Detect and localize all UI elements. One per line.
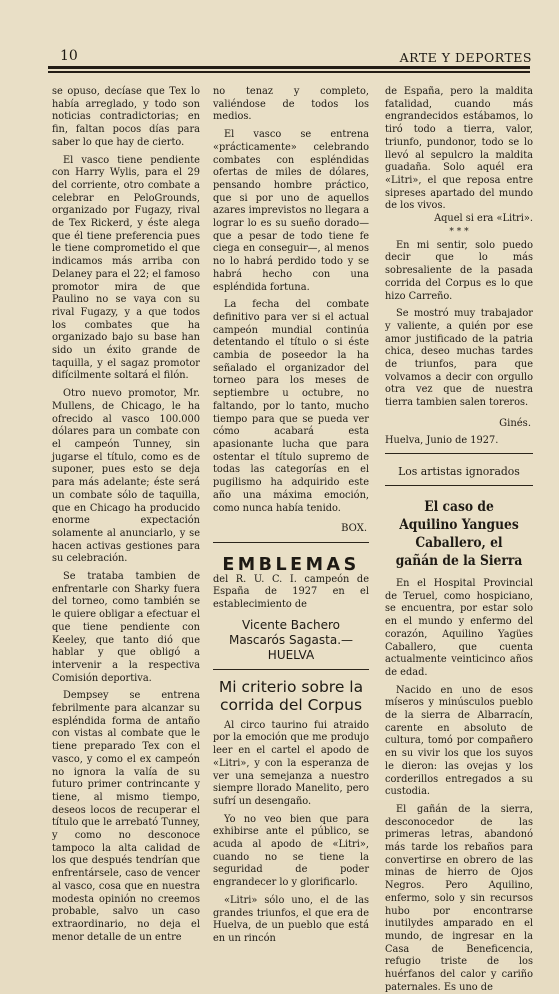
column-3 — [385, 86, 533, 993]
paragraph: En mi sentir, solo puedo decir que lo más sobresaliente de la pasada corrida del Corpus es lo que hizo Carreño. — [385, 239, 533, 302]
paragraph: Se mostró muy trabajador y valiente, a quién por ese amor justificado de la patria chica, deseo muchas tardes de triunfos, para que volvamos a decir con orgullo otra vez que de nuestra tierra tambien salen toreros. — [385, 308, 533, 409]
dateline: Huelva, Junio de 1927. — [385, 434, 499, 446]
divider — [213, 542, 369, 543]
header-rule — [48, 66, 530, 69]
publication-title: ARTE Y DEPORTES — [399, 50, 532, 65]
divider — [385, 453, 533, 454]
column-1 — [52, 86, 200, 943]
paragraph: se opuso, decíase que Tex lo había arreglado, y todo son noticias contradictorias; en fin, faltan pocos días para saber lo que hay de cierto. — [52, 86, 200, 148]
header-rule-thin — [48, 71, 530, 73]
paragraph: El vasco tiene pendiente con Harry Wylis, para el 29 del corriente, otro combate a celebrar en PeloGrounds, organizado por Fugazy, rival de Tex Rickerd, y éste alega que él tiene preferencia pues le tiene comprometido el que indicamos más arriba con Delaney para el 22; el famoso promotor mira de que Paulino no se vaya con su rival Fugazy, y a que todos los combates que ha organizado bajo su base han sido un éxito grande de taquilla, y el sagaz promotor difícilmente soltará el filón. — [52, 154, 200, 382]
ad-title: EMBLEMAS — [222, 554, 360, 575]
paragraph: «Litri» sólo uno, el de las grandes triunfos, el que era de Huelva, de un pueblo que está en un rincón — [213, 894, 369, 944]
paragraph: de España, pero la maldita fatalidad, cuando más engrandecidos estábamos, lo tiró todo a tierra, valor, triunfo, pundonor, todo se lo llevó al sepulcro la maldita guadaña. Solo aquél era «Litri», el que reposa entre sipreses apartado del mundo de los vivos. — [385, 86, 533, 212]
paragraph: El vasco se entrena «prácticamente» celebrando combates con espléndidas ofertas de miles de dólares, pensando hombre práctico, que si por uno de aquellos azares imprevistos no llegara a lograr lo es su sueño dorado—que a pesar de todo tiene fe ciega en conseguir—, al menos no lo habrá perdido todo y se habrá hecho con una espléndida fortuna. — [213, 129, 369, 293]
column-2 — [213, 86, 369, 944]
paragraph: Otro nuevo promotor, Mr. Mullens, de Chicago, le ha ofrecido al vasco 100.000 dólares para un combate con el campeón Tunney, sin jugarse el título, como es de suponer, pues esto se deja para más adelante; éste será un combate sólo de taquilla, que en Chicago ha producido enorme expectación solamente al anunciarlo, y se hacen activas gestiones para su celebración. — [52, 388, 200, 565]
paragraph: En el Hospital Provincial de Teruel, como hospiciano, se encuentra, por estar solo en el mundo y enfermo del corazón, Aquilino Yagües Caballero, que cuenta actualmente veinticinco años de edad. — [385, 577, 533, 678]
ad-maker: Vicente Bachero Mascarós Sagasta.—HUELVA — [228, 617, 354, 662]
article-headline: El caso de Aquilino Yangues Caballero, el gañán de la Sierra — [395, 498, 523, 569]
paragraph: Nacido en uno de esos míseros y minúsculos pueblo de la sierra de Albarracín, carente en absoluto de cultura, tomó por compañero en su vivir los que los suyos le dieron: las ovejas y los corderillos entregados a su custodia. — [385, 684, 533, 798]
article-signature: Ginés. — [499, 417, 531, 429]
paragraph: no tenaz y completo, valiéndose de todos los medios. — [213, 86, 369, 123]
divider — [213, 669, 369, 670]
page-number: 10 — [60, 48, 78, 64]
divider — [385, 485, 533, 486]
paragraph: Yo no veo bien que para exhibirse ante el público, se acuda al apodo de «Litri», cuando no se tiene la seguridad de poder engrandecer lo y glorificarlo. — [213, 813, 369, 889]
paragraph: Se trataba tambien de enfrentarle con Sharky fuera del torneo, como también se le quiere obligar a efectuar el que tiene pendiente con Keeley, que tanto dió que hablar y que obligó a intervenir a la respectiva Comisión deportiva. — [52, 571, 200, 684]
article-title: Mi criterio sobre la corrida del Corpus — [218, 677, 364, 714]
ad-text: del R. U. C. I. campeón de España de 1927 en el establecimiento de — [213, 573, 369, 611]
paragraph: La fecha del combate definitivo para ver si el actual campeón mundial continúa detentando el título o si éste cambia de poseedor la ha señalado el organizador del torneo para los meses de septiembre u octubre, no faltando, por lo tanto, mucho tiempo para que se pueda ver cómo acabará esta apasionante lucha que para ostentar el título supremo de todas las categorías en el pugilismo ha adquirido este año una máxima emoción, como nunca había tenido. — [213, 299, 369, 514]
section-title: Los artistas ignorados — [398, 465, 520, 479]
page-header — [56, 42, 534, 64]
paragraph: Al circo taurino fui atraido por la emoción que me produjo leer en el cartel el apodo de «Litri», y con la esperanza de ver una semejanza a nuestro siempre llorado Manelito, pero sufrí un desengaño. — [213, 719, 369, 807]
section-stars: * * * — [449, 226, 469, 237]
paragraph: Dempsey se entrena febrilmente para alcanzar su espléndida forma de antaño con vistas al combate que le tiene preparado Tex con el vasco, y como el ex campeón no ignora la valía de su futuro primer contrincante y tiene, al mismo tiempo, deseos locos de recuperar el título que le arrebató Tunney, y como no desconoce tampoco la alta calidad de los que después tendrían que enfrentársele, caso de vencer al vasco, cosa que en nuestra modesta opinión no creemos probable, salvo un caso extraordinario, no deja el menor detalle de un entre — [52, 690, 200, 943]
article-signature: BOX. — [341, 523, 367, 535]
paragraph: El gañán de la sierra, desconocedor de las primeras letras, abandonó más tarde los rebaños para convertirse en obrero de las minas de hierro de Ojos Negros. Pero Aquilino, enfermo, solo y sin recursos hubo por encontrarse inutilydes amparado en el mundo, de ingresar en la Casa de Beneficencia, refugio triste de los huérfanos del calor y cariño paternales. Es uno de — [385, 803, 533, 993]
paragraph: Aquel si era «Litri». — [434, 213, 533, 225]
